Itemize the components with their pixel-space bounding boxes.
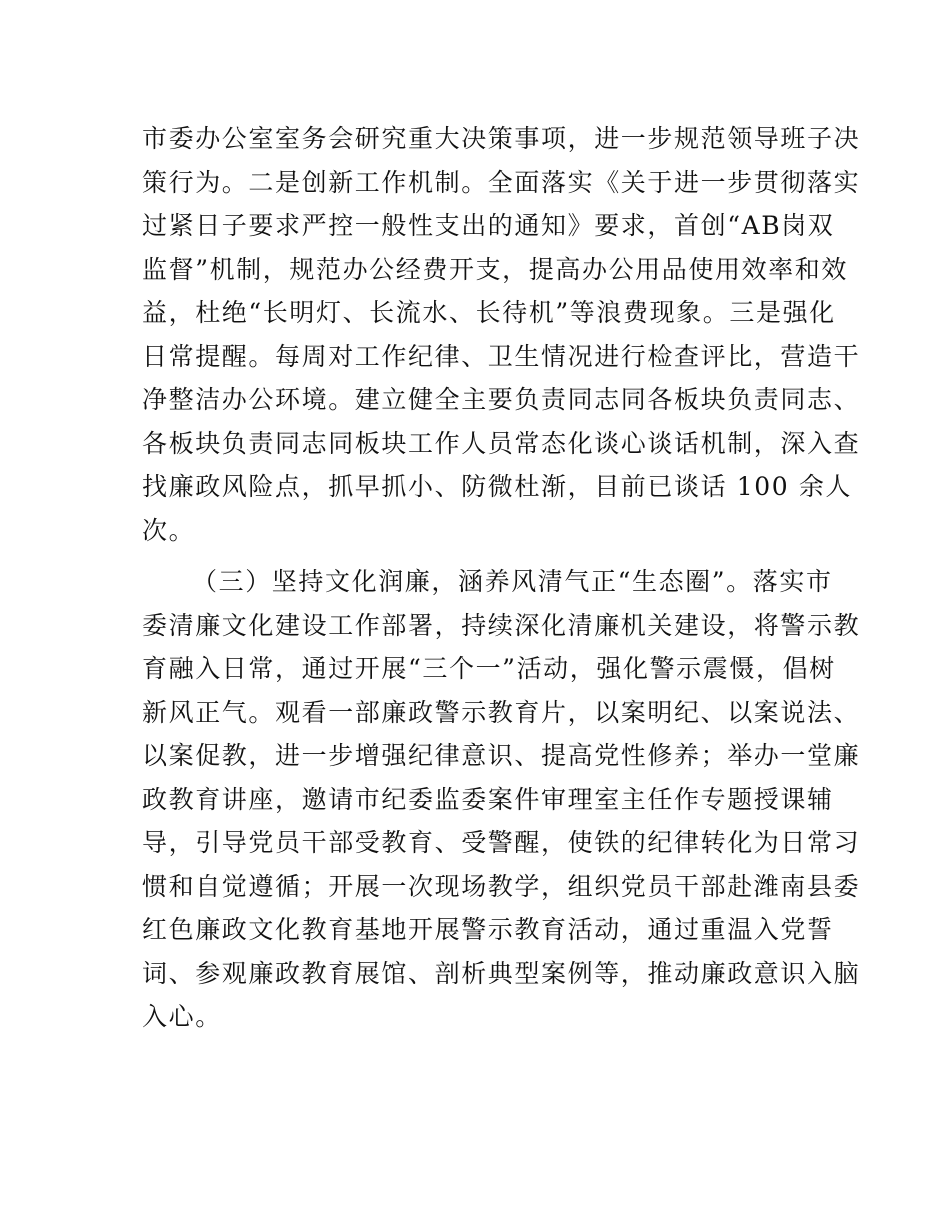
paragraph-culture-section	[142, 560, 861, 1039]
text-line: 红色廉政文化教育基地开展警示教育活动，通过重温入党誓	[142, 915, 834, 944]
text-line: 各板块负责同志同板块工作人员常态化谈心谈话机制，深入查	[142, 428, 861, 458]
text-line: 策行为。二是创新工作机制。全面落实《关于进一步贯彻落实	[142, 167, 861, 197]
paragraph-work-mechanism	[142, 117, 861, 552]
text-line: 监督”机制，规范办公经费开支，提高办公用品使用效率和效	[142, 254, 848, 284]
text-line: 育融入日常，通过开展“三个一”活动，强化警示震慑，倡树	[142, 654, 836, 683]
text-line: 日常提醒。每周对工作纪律、卫生情况进行检查评比，营造干	[142, 341, 861, 371]
text-line: 益，杜绝“长明灯、长流水、长待机”等浪费现象。三是强化	[142, 298, 836, 327]
text-line: 净整洁办公环境。建立健全主要负责同志同各板块负责同志、	[142, 385, 861, 414]
text-line: 导，引导党员干部受教育、受警醒，使铁的纪律转化为日常习	[142, 828, 861, 857]
text-line: 委清廉文化建设工作部署，持续深化清廉机关建设，将警示教	[142, 610, 861, 640]
text-line: 惯和自觉遵循；开展一次现场教学，组织党员干部赴潍南县委	[142, 871, 861, 901]
text-line: 过紧日子要求严控一般性支出的通知》要求，首创“AB岗双	[142, 211, 835, 240]
text-line: 次。	[142, 515, 196, 545]
text-line: 市委办公室室务会研究重大决策事项，进一步规范领导班子决	[142, 124, 861, 153]
text-line: 入心。	[142, 1002, 222, 1031]
text-line-indented: （三）坚持文化润廉，涵养风清气正“生态圈”。落实市	[192, 567, 833, 596]
text-line: 以案促教，进一步增强纪律意识、提高党性修养；举办一堂廉	[142, 741, 861, 770]
text-line: 找廉政风险点，抓早抓小、防微杜渐，目前已谈话 100 余人	[142, 472, 853, 501]
text-line: 政教育讲座，邀请市纪委监委案件审理室主任作专题授课辅	[142, 784, 834, 814]
text-line: 词、参观廉政教育展馆、剖析典型案例等，推动廉政意识入脑	[142, 958, 861, 988]
text-line: 新风正气。观看一部廉政警示教育片，以案明纪、以案说法、	[142, 697, 861, 727]
